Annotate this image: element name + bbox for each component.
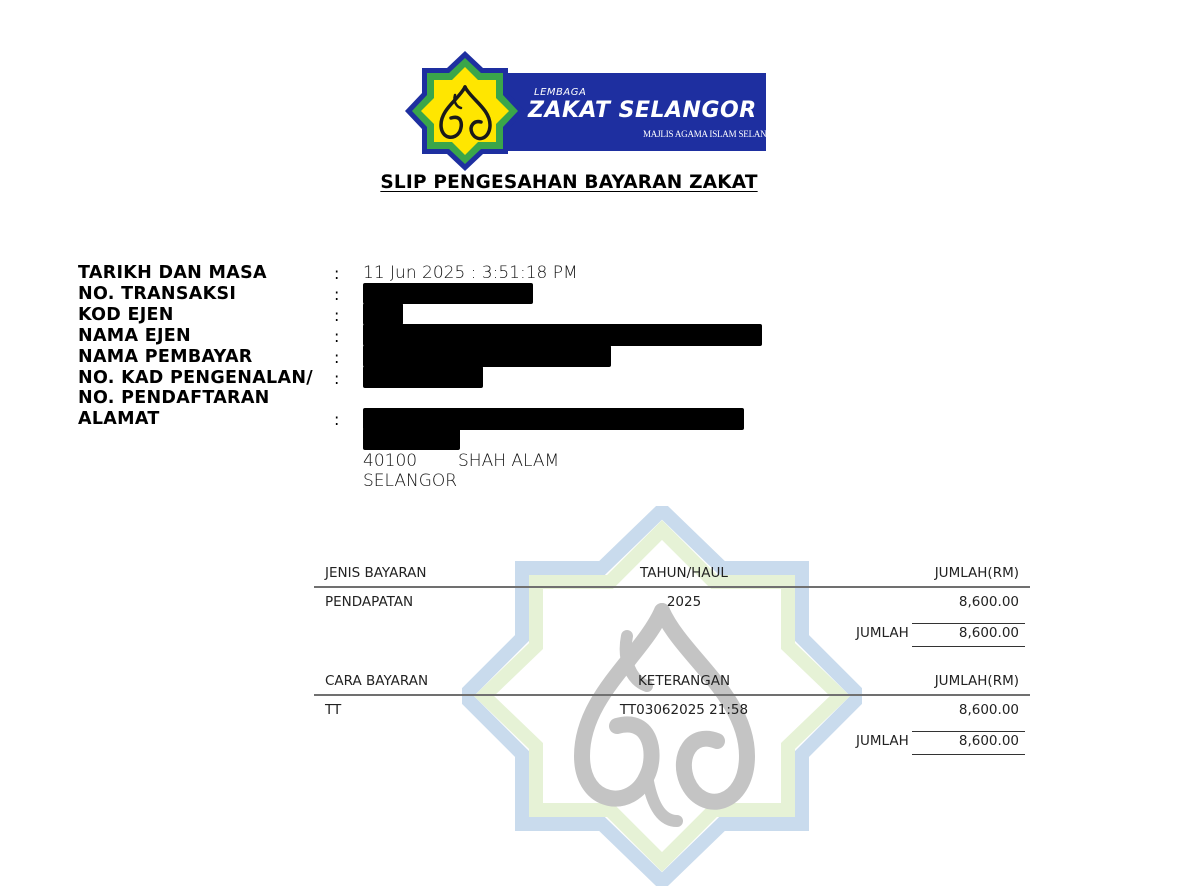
total-bottom-line <box>912 646 1025 647</box>
label-kod-ejen: KOD EJEN <box>78 305 174 325</box>
total-label: JUMLAH <box>856 733 909 749</box>
header-jenis-bayaran: JENIS BAYARAN <box>325 565 427 581</box>
logo-lembaga-text: LEMBAGA <box>534 87 587 98</box>
redacted-no-transaksi <box>363 283 533 304</box>
label-no-kad-pengenalan: NO. KAD PENGENALAN/ <box>78 368 313 388</box>
label-tarikh-dan-masa: TARIKH DAN MASA <box>78 263 267 283</box>
address-city: SHAH ALAM <box>458 451 560 471</box>
header-tahun-haul: TAHUN/HAUL <box>640 565 728 581</box>
logo-name-text: ZAKAT SELANGOR <box>528 98 757 123</box>
logo-subtitle-text: MAJLIS AGAMA ISLAM SELANGOR <box>643 129 785 139</box>
value-tarikh-dan-masa: 11 Jun 2025 : 3:51:18 PM <box>363 263 578 283</box>
header-jumlah-rm: JUMLAH(RM) <box>934 565 1019 581</box>
header-jumlah-rm: JUMLAH(RM) <box>934 673 1019 689</box>
separator: : <box>334 306 340 325</box>
payment-method-table <box>314 671 1030 761</box>
total-top-line <box>912 623 1025 624</box>
header-divider <box>314 586 1030 588</box>
total-value: 8,600.00 <box>958 733 1019 749</box>
total-value: 8,600.00 <box>958 625 1019 641</box>
label-nama-pembayar: NAMA PEMBAYAR <box>78 347 253 367</box>
separator: : <box>334 348 340 367</box>
cell-jumlah: 8,600.00 <box>958 594 1019 610</box>
separator: : <box>334 327 340 346</box>
address-postcode: 40100 <box>363 451 418 471</box>
redacted-alamat-line1 <box>363 408 744 430</box>
total-top-line <box>912 731 1025 732</box>
total-label: JUMLAH <box>856 625 909 641</box>
star-emblem-icon <box>404 50 526 172</box>
cell-jumlah: 8,600.00 <box>958 702 1019 718</box>
separator: : <box>334 264 340 283</box>
header-divider <box>314 694 1030 696</box>
separator: : <box>334 285 340 304</box>
label-no-pendaftaran: NO. PENDAFTARAN <box>78 388 270 408</box>
cell-tahun-haul: 2025 <box>666 594 702 610</box>
header-keterangan: KETERANGAN <box>637 673 731 689</box>
redacted-nama-pembayar <box>363 345 611 367</box>
total-bottom-line <box>912 754 1025 755</box>
separator: : <box>334 369 340 388</box>
cell-jenis-bayaran: PENDAPATAN <box>325 594 414 610</box>
label-nama-ejen: NAMA EJEN <box>78 326 192 346</box>
zakat-selangor-logo <box>404 50 785 172</box>
redacted-no-kad-pengenalan <box>363 366 483 388</box>
document-title: SLIP PENGESAHAN BAYARAN ZAKAT <box>380 172 758 193</box>
redacted-nama-ejen <box>363 324 762 346</box>
header-cara-bayaran: CARA BAYARAN <box>325 673 429 689</box>
label-alamat: ALAMAT <box>78 409 160 429</box>
address-state: SELANGOR <box>363 471 458 491</box>
cell-cara-bayaran: TT <box>325 702 342 718</box>
redacted-alamat-line2 <box>363 428 460 450</box>
payment-type-table <box>314 563 1030 653</box>
redacted-kod-ejen <box>363 303 403 325</box>
cell-keterangan: TT03062025 21:58 <box>619 702 749 718</box>
label-no-transaksi: NO. TRANSAKSI <box>78 284 237 304</box>
separator: : <box>334 410 340 429</box>
